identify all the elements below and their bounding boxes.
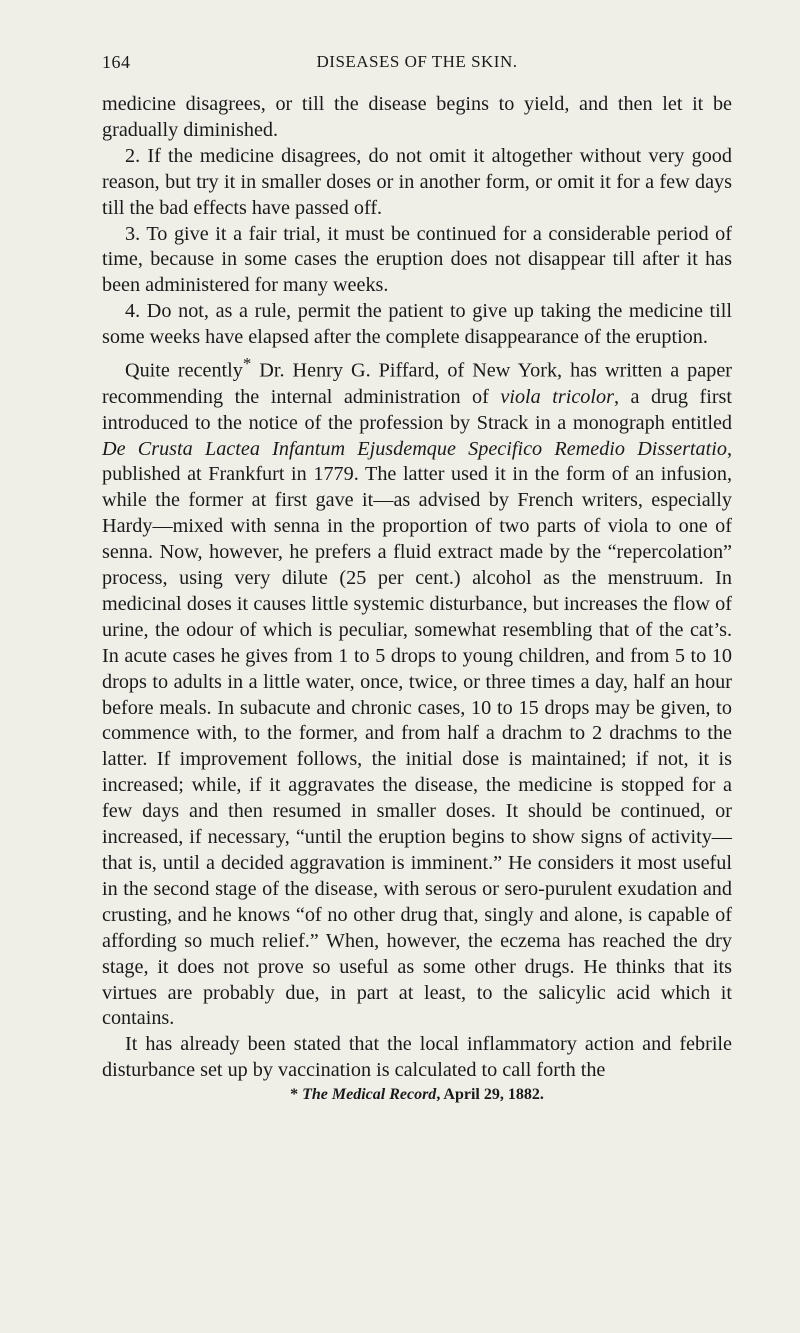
footnote-journal: The Medical Record: [302, 1086, 437, 1104]
text-run: Quite recently: [125, 359, 243, 382]
text-run: , published at Frankfurt in 1779. The latter used it in the form of an infusion, while the former at first gave it—as advised by French writers, especially Hardy—mixed with senna in the proportion of two parts of viola to one of senna. Now, however, he prefers a fluid extract made by the “repercolation” process, using very dilute (25 per cent.) alcohol as the menstruum. In medicinal doses it causes little systemic disturbance, but increases the flow of urine, the odour of which is peculiar, somewhat resembling that of the cat’s. In acute cases he gives from 1 to 5 drops to young children, and from 5 to 10 drops to adults in a little water, once, twice, or three times a day, half an hour before meals. In subacute and chronic cases, 10 to 15 drops may be given, to commence with, to the former, and from half a drachm to 2 drachms to the latter. If improvement follows, the initial dose is maintained; if not, it is increased; while, if it aggravates the disease, the medicine is stopped for a few days and then resumed in smaller doses. It should be continued, or increased, if necessary, “until the eruption begins to show signs of activity—that is, until a decided aggravation is imminent.” He considers it most useful in the second stage of the disease, with serous or sero-purulent exudation and crusting, and he knows “of no other drug that, singly and alone, is capable of affording so much relief.” When, however, the eczema has reached the dry stage, it does not prove so useful as some other drugs. He thinks that its virtues are probably due, in part at least, to the salicylic acid which it contains.: [102, 437, 732, 1030]
footnote-mark: *: [290, 1086, 303, 1104]
italic-book-title: De Crusta Lactea Infantum Ejusdemque Specifico Remedio Dissertatio: [102, 437, 727, 460]
page-number: 164: [102, 52, 131, 72]
footnote: [102, 1086, 732, 1104]
footnote-date: , April 29, 1882.: [436, 1086, 544, 1104]
running-head: DISEASES OF THE SKIN.: [316, 52, 518, 71]
italic-drug-name: viola tricolor: [500, 385, 614, 408]
paragraph-piffard: [102, 351, 732, 1032]
page-header: [102, 52, 732, 92]
footnote-marker: *: [242, 354, 252, 374]
paragraph-vaccination: It has already been stated that the local inflammatory action and febrile disturbance set up by vaccination is calculated to call forth the: [102, 1033, 732, 1082]
paragraph-continuation: medicine disagrees, or till the disease begins to yield, and then let it be gradually diminished.: [102, 93, 732, 141]
text-run: , a drug first introduced to the notice of the profession by Strack in a monograph entitled: [102, 385, 733, 434]
paragraph-rule-2: 2. If the medicine disagrees, do not omit it altogether without very good reason, but try it in smaller doses or in another form, or omit it for a few days till the bad effects have passed off.: [102, 144, 732, 219]
paragraph-rule-4: 4. Do not, as a rule, permit the patient to give up taking the medicine till some weeks have elapsed after the complete disappearance of the eruption.: [102, 300, 732, 349]
paragraph-rule-3: 3. To give it a fair trial, it must be continued for a considerable period of time, because in some cases the eruption does not disappear till after it has been administered for many weeks.: [102, 222, 732, 297]
body-text: [102, 92, 732, 1084]
text-run: Dr. Henry G. Piffard, of New York, has written a paper recommending the internal administration of: [102, 359, 732, 408]
